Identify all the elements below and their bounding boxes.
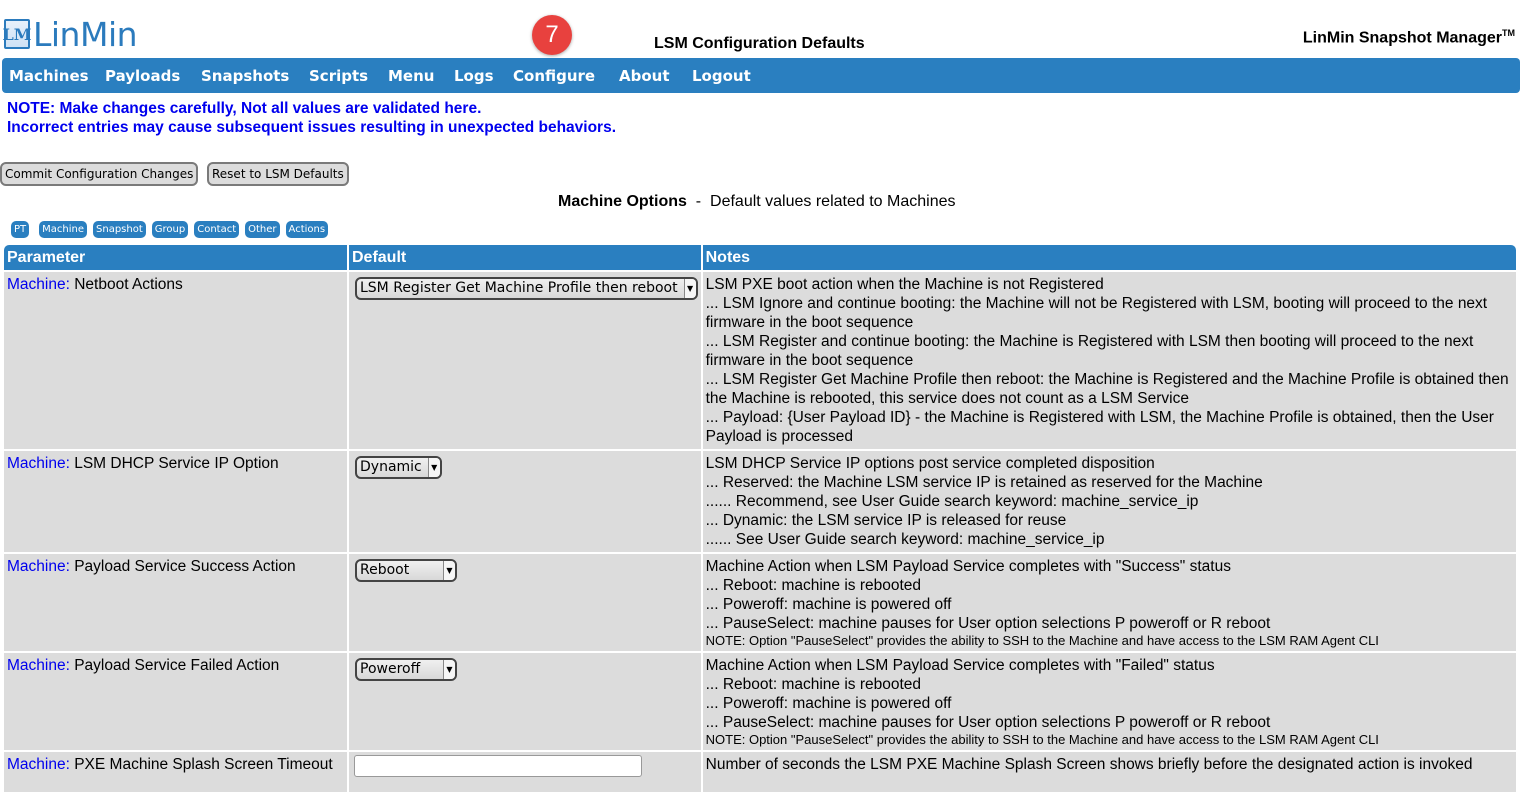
note-line: ... Reserved: the Machine LSM service IP is retained as reserved for the Machine bbox=[705, 474, 1263, 491]
dhcp-service-ip-select[interactable] bbox=[355, 456, 442, 479]
notes-cell bbox=[703, 752, 1516, 792]
logo-icon: LM bbox=[4, 19, 30, 49]
param-cell bbox=[4, 272, 347, 449]
header-parameter: Parameter bbox=[4, 245, 347, 270]
splash-timeout-input[interactable] bbox=[354, 755, 642, 777]
note-line: ... Dynamic: the LSM service IP is released for reuse bbox=[705, 512, 1067, 529]
table-row bbox=[4, 653, 1516, 750]
nav-logs[interactable]: Logs bbox=[454, 67, 494, 85]
main-nav bbox=[2, 58, 1520, 93]
warning-line-1: NOTE: Make changes carefully, Not all values are validated here. bbox=[7, 100, 482, 117]
default-cell bbox=[349, 653, 701, 750]
warning-note bbox=[7, 99, 616, 137]
section-title: Machine Options bbox=[558, 193, 687, 210]
param-prefix: Machine: bbox=[7, 657, 70, 674]
param-name: Payload Service Success Action bbox=[74, 558, 296, 575]
pill-contact[interactable]: Contact bbox=[194, 221, 239, 238]
notes-cell bbox=[703, 554, 1516, 651]
nav-machines[interactable]: Machines bbox=[9, 67, 89, 85]
note-line: Number of seconds the LSM PXE Machine Splash Screen shows briefly before the designated action is invoked bbox=[705, 756, 1473, 773]
note-line: ... Reboot: machine is rebooted bbox=[705, 676, 922, 693]
success-action-select[interactable] bbox=[355, 559, 457, 582]
param-name: LSM DHCP Service IP Option bbox=[74, 455, 279, 472]
param-cell bbox=[4, 451, 347, 552]
linmin-logo[interactable] bbox=[4, 14, 137, 54]
commit-changes-button[interactable]: Commit Configuration Changes bbox=[0, 162, 198, 186]
pill-pt[interactable]: PT bbox=[11, 221, 29, 238]
trademark: TM bbox=[1502, 28, 1515, 38]
pill-snapshot[interactable]: Snapshot bbox=[93, 221, 146, 238]
table-row bbox=[4, 451, 1516, 552]
pill-other[interactable]: Other bbox=[245, 221, 279, 238]
note-line: Machine Action when LSM Payload Service completes with "Failed" status bbox=[705, 657, 1215, 674]
note-line: ... LSM Register and continue booting: the Machine is Registered with LSM then booting will proceed to the next firmware in the boot sequence bbox=[705, 333, 1474, 369]
param-prefix: Machine: bbox=[7, 455, 70, 472]
note-line: ... LSM Ignore and continue booting: the Machine will not be Registered with LSM, booting will proceed to the next firmware in the boot sequence bbox=[705, 295, 1488, 331]
table-row bbox=[4, 554, 1516, 651]
param-name: Payload Service Failed Action bbox=[74, 657, 280, 674]
nav-menu[interactable]: Menu bbox=[388, 67, 435, 85]
warning-line-2: Incorrect entries may cause subsequent issues resulting in unexpected behaviors. bbox=[7, 119, 617, 136]
notes-cell bbox=[703, 451, 1516, 552]
param-name: PXE Machine Splash Screen Timeout bbox=[74, 756, 333, 773]
chevron-down-icon: ▼ bbox=[443, 561, 455, 580]
notes-cell bbox=[703, 272, 1516, 449]
page-title: LSM Configuration Defaults bbox=[654, 35, 865, 52]
pause-select-note: NOTE: Option "PauseSelect" provides the ability to SSH to the Machine and have access to the LSM RAM Agent CLI bbox=[705, 633, 1379, 648]
header bbox=[0, 0, 1529, 58]
note-line: ... LSM Register Get Machine Profile then reboot: the Machine is Registered and the Machine Profile is obtained then the Machine is rebooted, this service does not count as a LSM Service bbox=[705, 371, 1509, 407]
note-line: ... Reboot: machine is rebooted bbox=[705, 577, 922, 594]
default-cell bbox=[349, 554, 701, 651]
table-row bbox=[4, 752, 1516, 792]
nav-payloads[interactable]: Payloads bbox=[105, 67, 181, 85]
product-name bbox=[1303, 28, 1515, 47]
nav-logout[interactable]: Logout bbox=[692, 67, 751, 85]
failed-action-select[interactable] bbox=[355, 658, 457, 681]
param-prefix: Machine: bbox=[7, 558, 70, 575]
pause-select-note: NOTE: Option "PauseSelect" provides the ability to SSH to the Machine and have access to the LSM RAM Agent CLI bbox=[705, 732, 1379, 747]
note-line: ... PauseSelect: machine pauses for User option selections P poweroff or R reboot bbox=[705, 714, 1271, 731]
param-cell bbox=[4, 554, 347, 651]
pill-actions[interactable]: Actions bbox=[286, 221, 329, 238]
product-name-text: LinMin Snapshot Manager bbox=[1302, 29, 1502, 47]
netboot-actions-select[interactable] bbox=[355, 277, 698, 300]
logo-text: LinMin bbox=[33, 14, 138, 54]
nav-configure[interactable]: Configure bbox=[513, 67, 596, 85]
section-separator: - bbox=[695, 193, 702, 210]
param-cell bbox=[4, 653, 347, 750]
note-line: LSM PXE boot action when the Machine is not Registered bbox=[705, 276, 1104, 293]
chevron-down-icon: ▼ bbox=[428, 458, 440, 477]
header-notes: Notes bbox=[703, 245, 1516, 270]
select-value: LSM Register Get Machine Profile then reboot bbox=[360, 280, 678, 296]
note-line: Machine Action when LSM Payload Service completes with "Success" status bbox=[705, 558, 1231, 575]
nav-about[interactable]: About bbox=[619, 67, 670, 85]
nav-snapshots[interactable]: Snapshots bbox=[201, 67, 290, 85]
select-value: Poweroff bbox=[360, 661, 421, 677]
step-badge: 7 bbox=[532, 15, 572, 55]
section-heading bbox=[558, 193, 955, 211]
param-name: Netboot Actions bbox=[74, 276, 183, 293]
config-table bbox=[2, 243, 1518, 794]
param-prefix: Machine: bbox=[7, 756, 70, 773]
notes-cell bbox=[703, 653, 1516, 750]
note-line: ... Poweroff: machine is powered off bbox=[705, 596, 952, 613]
header-default: Default bbox=[349, 245, 701, 270]
select-value: Dynamic bbox=[360, 459, 422, 475]
note-line: LSM DHCP Service IP options post service completed disposition bbox=[705, 455, 1155, 472]
section-pills bbox=[11, 221, 328, 238]
chevron-down-icon: ▼ bbox=[443, 660, 455, 679]
note-line: ... Poweroff: machine is powered off bbox=[705, 695, 952, 712]
param-cell bbox=[4, 752, 347, 792]
default-cell bbox=[349, 451, 701, 552]
pill-machine[interactable]: Machine bbox=[39, 221, 87, 238]
param-prefix: Machine: bbox=[7, 276, 70, 293]
default-cell bbox=[349, 272, 701, 449]
note-line: ...... Recommend, see User Guide search keyword: machine_service_ip bbox=[705, 493, 1199, 510]
section-subtitle: Default values related to Machines bbox=[710, 193, 956, 210]
default-cell bbox=[349, 752, 701, 792]
chevron-down-icon: ▼ bbox=[684, 279, 696, 298]
table-header-row bbox=[4, 245, 1516, 270]
note-line: ...... See User Guide search keyword: machine_service_ip bbox=[705, 531, 1105, 548]
select-value: Reboot bbox=[360, 562, 410, 578]
table-row bbox=[4, 272, 1516, 449]
note-line: ... PauseSelect: machine pauses for User option selections P poweroff or R reboot bbox=[705, 615, 1271, 632]
reset-defaults-button[interactable]: Reset to LSM Defaults bbox=[207, 162, 349, 186]
nav-scripts[interactable]: Scripts bbox=[309, 67, 369, 85]
note-line: ... Payload: {User Payload ID} - the Machine is Registered with LSM, the Machine Profile is obtained, then the User Payload is processed bbox=[705, 409, 1494, 445]
pill-group[interactable]: Group bbox=[152, 221, 188, 238]
